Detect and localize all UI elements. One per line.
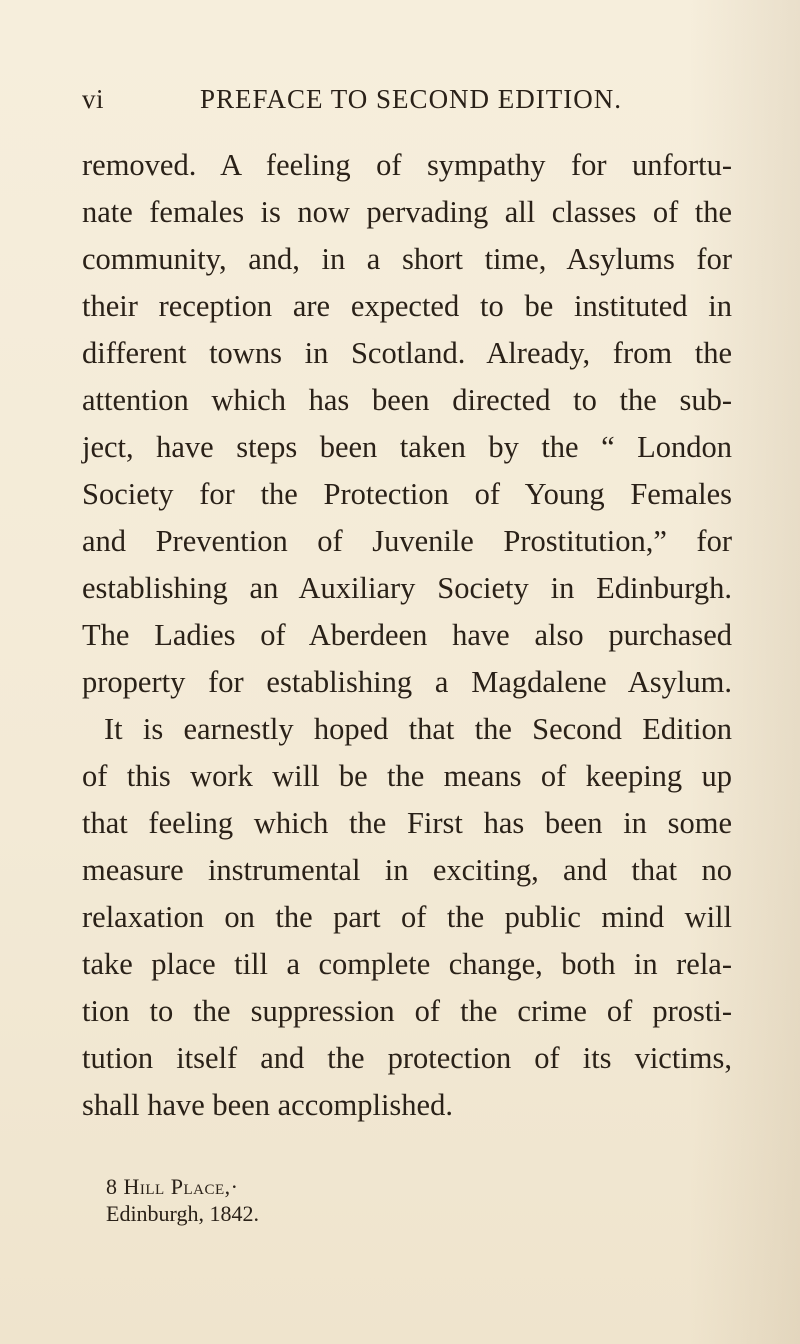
text-line: and Prevention of Juvenile Prostitution,” for	[82, 524, 732, 558]
text-line: Society for the Protection of Young Females	[82, 477, 732, 511]
text-line: of this work will be the means of keeping up	[82, 759, 732, 793]
text-line: The Ladies of Aberdeen have also purchased	[82, 618, 732, 652]
text-line: community, and, in a short time, Asylums for	[82, 242, 732, 276]
page-header	[82, 84, 732, 120]
text-line: tion to the suppression of the crime of prosti-	[82, 994, 732, 1028]
text-line: nate females is now pervading all classes of the	[82, 195, 732, 229]
text-line: property for establishing a Magdalene Asylum.	[82, 665, 732, 699]
text-line: removed. A feeling of sympathy for unfortu-	[82, 148, 732, 182]
running-title: PREFACE TO SECOND EDITION.	[200, 84, 623, 114]
page-number: vi	[82, 84, 105, 114]
text-line: relaxation on the part of the public mind will	[82, 900, 732, 934]
text-line: take place till a complete change, both in rela-	[82, 947, 732, 981]
paragraph-start-line: It is earnestly hoped that the Second Edition	[104, 712, 732, 746]
signature-city-year: Edinburgh, 1842.	[106, 1201, 259, 1226]
text-line: attention which has been directed to the sub-	[82, 383, 732, 417]
text-line: tution itself and the protection of its victims,	[82, 1041, 732, 1075]
text-line: establishing an Auxiliary Society in Edinburgh.	[82, 571, 732, 605]
text-line: ject, have steps been taken by the “ London	[82, 430, 732, 464]
preface-text	[82, 142, 732, 1129]
text-line: that feeling which the First has been in some	[82, 806, 732, 840]
signature-block	[106, 1173, 406, 1227]
text-line: different towns in Scotland. Already, from the	[82, 336, 732, 370]
signature-address: 8 Hill Place,·	[106, 1174, 239, 1199]
text-line: their reception are expected to be instituted in	[82, 289, 732, 323]
text-line: measure instrumental in exciting, and that no	[82, 853, 732, 887]
text-line-last: shall have been accomplished.	[82, 1088, 453, 1122]
